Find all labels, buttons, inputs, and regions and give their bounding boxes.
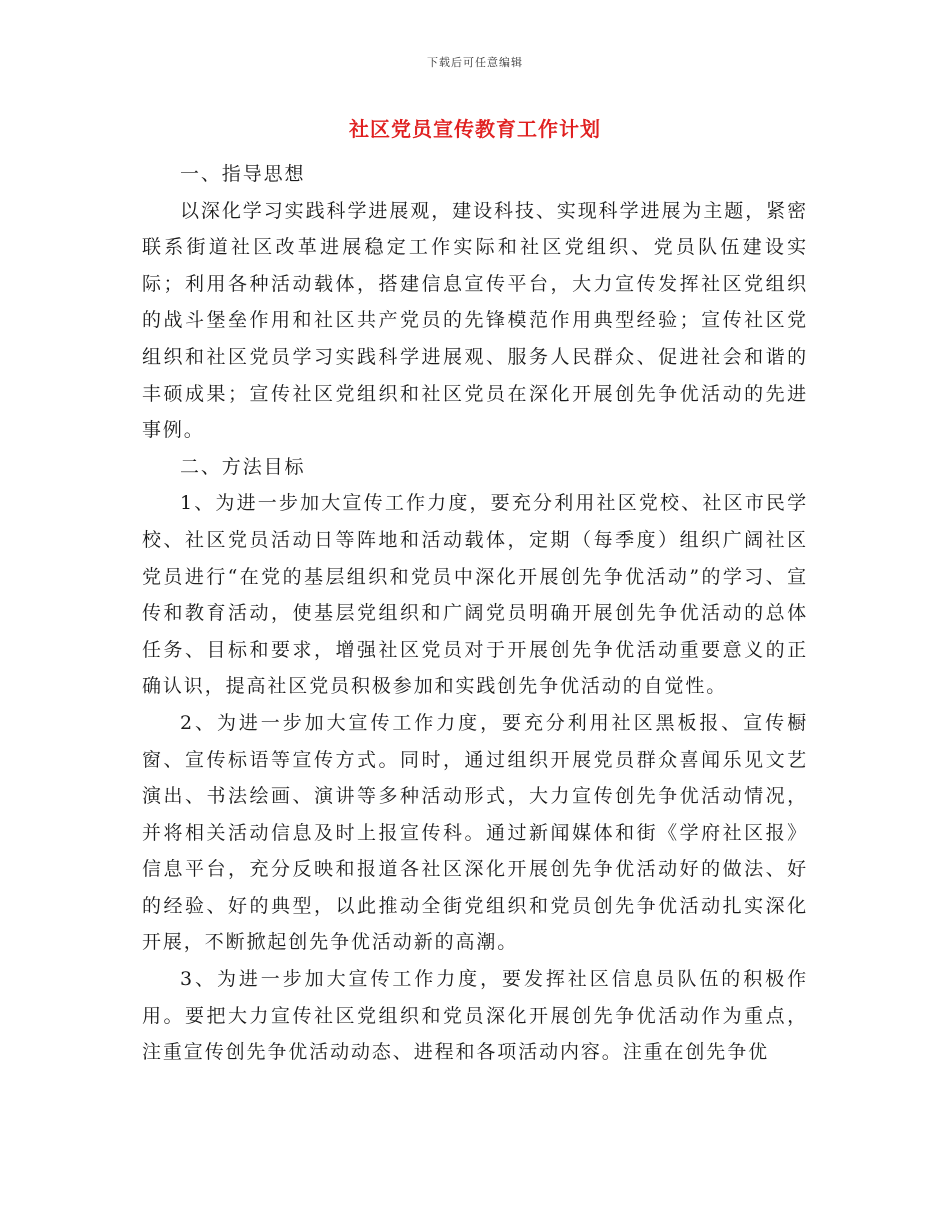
section-heading-method-goals: 二、方法目标 — [180, 455, 306, 478]
document-title: 社区党员宣传教育工作计划 — [349, 117, 601, 141]
paragraph-guiding-ideology: 以深化学习实践科学进展观，建设科技、实现科学进展为主题，紧密联系街道社区改革进展稳定工作实际和社区党组织、党员队伍建设实际；利用各种活动载体，搭建信息宣传平台，大力宣传发挥社区党组织的战斗堡垒作用和社区共产党员的先锋模范作用典型经验；宣传社区党组织和社区党员学习实践科学进展观、服务人民群众、促进社会和谐的丰硕成果；宣传社区党组织和社区党员在深化开展创先争优活动的先进事例。 — [142, 199, 808, 442]
header-note: 下载后可任意编辑 — [427, 56, 523, 69]
paragraph-item-1: 1、为进一步加大宣传工作力度，要充分利用社区党校、社区市民学校、社区党员活动日等阵地和活动载体，定期（每季度）组织广阔社区党员进行“在党的基层组织和党员中深化开展创先争优活动”的学习、宣传和教育活动，使基层党组织和广阔党员明确开展创先争优活动的总体任务、目标和要求，增强社区党员对于开展创先争优活动重要意义的正确认识，提高社区党员积极参加和实践创先争优活动的自觉性。 — [142, 492, 808, 698]
document-body — [142, 156, 808, 1071]
paragraph-item-3: 3、为进一步加大宣传工作力度，要发挥社区信息员队伍的积极作用。要把大力宣传社区党组织和党员深化开展创先争优活动作为重点，注重宣传创先争优活动动态、进程和各项活动内容。注重在创先争优 — [142, 968, 808, 1064]
paragraph-item-2: 2、为进一步加大宣传工作力度，要充分利用社区黑板报、宣传橱窗、宣传标语等宣传方式。同时，通过组织开展党员群众喜闻乐见文艺演出、书法绘画、演讲等多种活动形式，大力宣传创先争优活动情况，并将相关活动信息及时上报宣传科。通过新闻媒体和街《学府社区报》信息平台，充分反映和报道各社区深化开展创先争优活动好的做法、好的经验、好的典型，以此推动全街党组织和党员创先争优活动扎实深化开展，不断掀起创先争优活动新的高潮。 — [142, 711, 808, 954]
section-heading-guiding-ideology: 一、指导思想 — [180, 163, 306, 185]
